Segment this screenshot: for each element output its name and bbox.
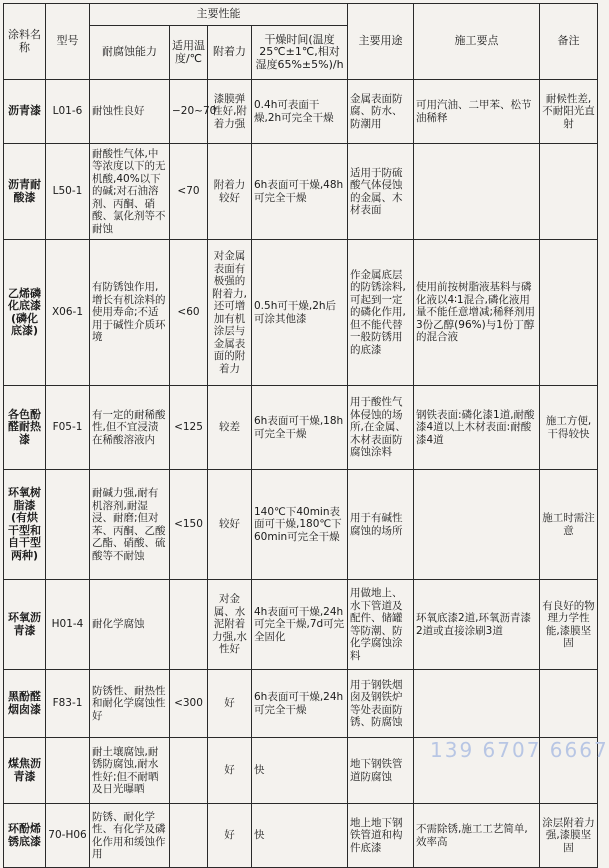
cell-corrosion: 有防锈蚀作用,增长有机涂料的使用寿命;不适用于碱性介质环境 xyxy=(90,240,170,386)
cell-corrosion: 防锈、耐化学性、有化学及磷化作用和缓蚀作用 xyxy=(90,804,170,868)
cell-note xyxy=(540,240,598,386)
cell-temp: −20~70 xyxy=(170,80,208,144)
cell-adhesion: 好 xyxy=(208,670,252,738)
cell-temp xyxy=(170,580,208,670)
cell-adhesion: 较差 xyxy=(208,386,252,470)
cell-use: 用于有碱性腐蚀的场所 xyxy=(348,470,414,580)
cell-construction xyxy=(414,144,540,240)
cell-model xyxy=(46,470,90,580)
cell-adhesion: 附着力较好 xyxy=(208,144,252,240)
cell-use: 金属表面防腐、防水、防潮用 xyxy=(348,80,414,144)
cell-use: 地下钢铁管道防腐蚀 xyxy=(348,738,414,804)
cell-adhesion: 漆膜弹性好,附着力强 xyxy=(208,80,252,144)
cell-adhesion: 对金属、水泥附着力强,水性好 xyxy=(208,580,252,670)
cell-name: 环氧树脂漆(有烘干型和自干型两种) xyxy=(4,470,46,580)
table-row xyxy=(4,240,598,386)
cell-note xyxy=(540,144,598,240)
cell-construction: 使用前按树脂液基料与磷化液以4∶1混合,磷化液用量不能任意增减;稀释剂用3份乙醇(96%)与1份丁醇的混合液 xyxy=(414,240,540,386)
cell-note: 涂层附着力强,漆膜坚固 xyxy=(540,804,598,868)
header-adhesion: 附着力 xyxy=(208,26,252,80)
cell-model: 70-H06 xyxy=(46,804,90,868)
cell-corrosion: 耐化学腐蚀 xyxy=(90,580,170,670)
cell-construction xyxy=(414,470,540,580)
cell-model: L50-1 xyxy=(46,144,90,240)
cell-use: 用于钢铁烟囱及钢铁炉等处表面防锈、防腐蚀 xyxy=(348,670,414,738)
table-row xyxy=(4,804,598,868)
cell-corrosion: 耐碱力强,耐有机溶剂,耐湿浸、耐磨;但对苯、丙酮、乙酸乙酯、硝酸、硫酸等不耐蚀 xyxy=(90,470,170,580)
cell-drying: 0.4h可表面干燥,2h可完全干燥 xyxy=(252,80,348,144)
cell-note: 有良好的物理力学性能,漆膜坚固 xyxy=(540,580,598,670)
cell-adhesion: 好 xyxy=(208,738,252,804)
cell-note: 施工方便,干得较快 xyxy=(540,386,598,470)
cell-temp xyxy=(170,738,208,804)
cell-name: 沥青耐酸漆 xyxy=(4,144,46,240)
cell-name: 乙烯磷化底漆(磷化底漆) xyxy=(4,240,46,386)
cell-use: 作金属底层的防锈涂料,可起到一定的磷化作用,但不能代替一般防锈用的底漆 xyxy=(348,240,414,386)
cell-corrosion: 防锈性、耐热性和耐化学腐蚀性好 xyxy=(90,670,170,738)
cell-construction: 钢铁表面:磷化漆1道,耐酸漆4道以上木材表面:耐酸漆4道 xyxy=(414,386,540,470)
cell-name: 各色酚醛耐热漆 xyxy=(4,386,46,470)
cell-drying: 6h表面可干燥,18h可完全干燥 xyxy=(252,386,348,470)
cell-note xyxy=(540,670,598,738)
table-row xyxy=(4,386,598,470)
cell-name: 沥青漆 xyxy=(4,80,46,144)
header-main-performance: 主要性能 xyxy=(90,4,348,26)
header-temp: 适用温度/℃ xyxy=(170,26,208,80)
cell-use: 用于酸性气体侵蚀的场所,在金属、木材表面防腐蚀涂料 xyxy=(348,386,414,470)
header-note: 备注 xyxy=(540,4,598,80)
cell-construction: 环氧底漆2道,环氧沥青漆2道或直接涂刷3道 xyxy=(414,580,540,670)
cell-temp: <150 xyxy=(170,470,208,580)
cell-name: 黑酚醛烟囱漆 xyxy=(4,670,46,738)
header-drying: 干燥时间(温度25℃±1℃,相对湿度65%±5%)/h xyxy=(252,26,348,80)
cell-temp xyxy=(170,804,208,868)
cell-name: 煤焦沥青漆 xyxy=(4,738,46,804)
cell-temp: <60 xyxy=(170,240,208,386)
table-row xyxy=(4,670,598,738)
cell-use: 用做地上、水下管道及配件、储罐等防潮、防化学腐蚀涂料 xyxy=(348,580,414,670)
cell-construction xyxy=(414,670,540,738)
cell-note: 耐候性差,不耐阳光直射 xyxy=(540,80,598,144)
cell-temp: <125 xyxy=(170,386,208,470)
cell-construction: 不需除锈,施工工艺简单,效率高 xyxy=(414,804,540,868)
cell-corrosion: 耐酸性气体,中等浓度以下的无机酸,40%以下的碱;对石油溶剂、丙酮、硝酸、氯化剂等不耐蚀 xyxy=(90,144,170,240)
cell-drying: 140℃下40min表面可干燥,180℃下60min可完全干燥 xyxy=(252,470,348,580)
cell-adhesion: 好 xyxy=(208,804,252,868)
table-row xyxy=(4,470,598,580)
header-construction: 施工要点 xyxy=(414,4,540,80)
header-name: 涂料名称 xyxy=(4,4,46,80)
watermark-phone: 139 6707 6667 xyxy=(430,738,609,762)
table-row xyxy=(4,144,598,240)
cell-model: X06-1 xyxy=(46,240,90,386)
cell-model: F05-1 xyxy=(46,386,90,470)
cell-temp: <300 xyxy=(170,670,208,738)
table-row xyxy=(4,80,598,144)
cell-construction: 可用汽油、二甲苯、松节油稀释 xyxy=(414,80,540,144)
table-row xyxy=(4,580,598,670)
cell-temp: <70 xyxy=(170,144,208,240)
cell-adhesion: 对金属表面有极强的附着力,还可增加有机涂层与金属表面的附着力 xyxy=(208,240,252,386)
cell-name: 环氧沥青漆 xyxy=(4,580,46,670)
cell-drying: 6h表面可干燥,48h可完全干燥 xyxy=(252,144,348,240)
cell-corrosion: 耐蚀性良好 xyxy=(90,80,170,144)
cell-drying: 6h表面可干燥,24h可完全干燥 xyxy=(252,670,348,738)
cell-drying: 快 xyxy=(252,738,348,804)
cell-model xyxy=(46,738,90,804)
header-model: 型号 xyxy=(46,4,90,80)
cell-drying: 0.5h可干燥,2h后可涂其他漆 xyxy=(252,240,348,386)
cell-drying: 快 xyxy=(252,804,348,868)
cell-name: 环酚烯锈底漆 xyxy=(4,804,46,868)
cell-corrosion: 有一定的耐稀酸性,但不宜浸渍在稀酸溶液内 xyxy=(90,386,170,470)
cell-model: H01-4 xyxy=(46,580,90,670)
cell-corrosion: 耐土壤腐蚀,耐锈防腐蚀,耐水性好;但不耐晒及日光曝晒 xyxy=(90,738,170,804)
cell-use: 地上地下钢铁管道和构件底漆 xyxy=(348,804,414,868)
cell-use: 适用于防硫酸气体侵蚀的金属、木材表面 xyxy=(348,144,414,240)
cell-model: F83-1 xyxy=(46,670,90,738)
cell-drying: 4h表面可干燥,24h可完全干燥,7d可完全固化 xyxy=(252,580,348,670)
header-corrosion: 耐腐蚀能力 xyxy=(90,26,170,80)
cell-model: L01-6 xyxy=(46,80,90,144)
header-use: 主要用途 xyxy=(348,4,414,80)
cell-note: 施工时需注意 xyxy=(540,470,598,580)
cell-adhesion: 较好 xyxy=(208,470,252,580)
